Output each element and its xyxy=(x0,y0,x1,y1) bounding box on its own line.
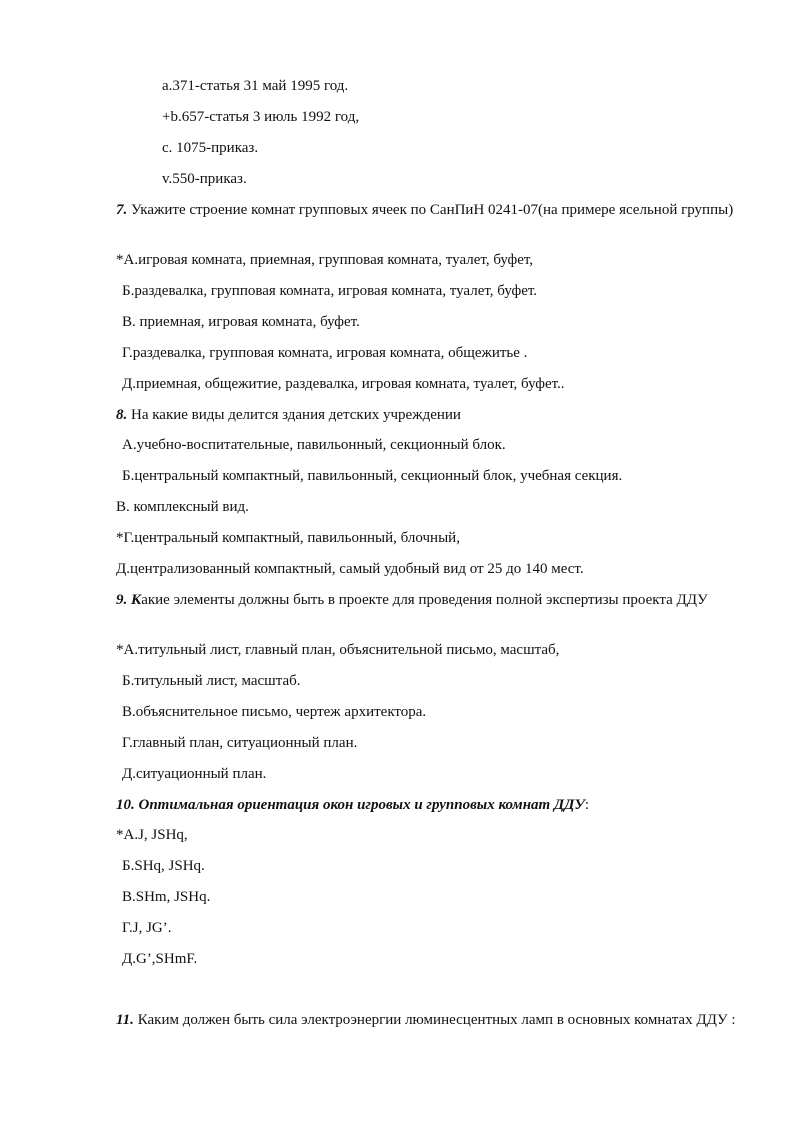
q6-option-c: c. 1075-приказ. xyxy=(162,140,259,156)
q8-option-g: *Г.центральный компактный, павильонный, блочный, xyxy=(116,530,460,546)
question-8 xyxy=(116,405,742,425)
q6-option-b: +b.657-статья 3 июль 1992 год, xyxy=(162,109,360,125)
question-9-number: 9. К xyxy=(116,592,142,608)
q10-option-g: Г.J, JG’. xyxy=(122,920,172,936)
q10-option-b: Б.SHq, JSHq. xyxy=(122,858,205,874)
q9-option-b: Б.титульный лист, масштаб. xyxy=(122,673,301,689)
question-11 xyxy=(116,1010,742,1030)
q6-option-v: v.550-приказ. xyxy=(162,171,247,187)
question-10-number: 10. xyxy=(116,797,135,813)
question-10 xyxy=(116,795,742,815)
q10-option-a: *А.J, JSHq, xyxy=(116,827,188,843)
q7-option-b: Б.раздевалка, групповая комната, игровая комната, туалет, буфет. xyxy=(122,283,538,299)
question-10-colon: : xyxy=(584,797,590,813)
q8-option-v: В. комплексный вид. xyxy=(116,499,249,515)
q10-option-d: Д.G’,SHmF. xyxy=(122,951,198,967)
question-10-text: Оптимальная ориентация окон игровых и групповых комнат ДДУ xyxy=(138,797,585,813)
question-7-text: Укажите строение комнат групповых ячеек по СанПиН 0241-07(на примере ясельной группы) xyxy=(131,202,734,218)
q9-option-g: Г.главный план, ситуационный план. xyxy=(122,735,358,751)
q7-option-g: Г.раздевалка, групповая комната, игровая комната, общежитье . xyxy=(122,345,528,361)
q8-option-b: Б.центральный компактный, павильонный, секционный блок, учебная секция. xyxy=(122,468,623,484)
q7-option-a: *А.игровая комната, приемная, групповая комната, туалет, буфет, xyxy=(116,252,534,268)
question-7-number: 7. xyxy=(116,202,128,218)
q8-option-a: А.учебно-воспитательные, павильонный, секционный блок. xyxy=(122,437,506,453)
q6-option-a: a.371-статья 31 май 1995 год. xyxy=(162,78,349,94)
question-11-text: Каким должен быть сила электроэнергии люминесцентных ламп в основных комнатах ДДУ : xyxy=(137,1012,736,1028)
q9-option-v: В.объяснительное письмо, чертеж архитектора. xyxy=(122,704,427,720)
question-11-number: 11. xyxy=(116,1012,134,1028)
question-7 xyxy=(116,200,742,220)
question-8-text: На какие виды делится здания детских учреждении xyxy=(131,407,461,423)
question-9-text: акие элементы должны быть в проекте для проведения полной экспертизы проекта ДДУ xyxy=(141,592,708,608)
q9-option-a: *А.титульный лист, главный план, объяснительной письмо, масштаб, xyxy=(116,642,560,658)
question-8-number: 8. xyxy=(116,407,128,423)
q7-option-d: Д.приемная, общежитие, раздевалка, игровая комната, туалет, буфет.. xyxy=(122,376,565,392)
q9-option-d: Д.ситуационный план. xyxy=(122,766,267,782)
q10-option-v: В.SHm, JSHq. xyxy=(122,889,211,905)
q8-option-d: Д.централизованный компактный, самый удобный вид от 25 до 140 мест. xyxy=(116,561,584,577)
q7-option-v: В. приемная, игровая комната, буфет. xyxy=(122,314,360,330)
question-9 xyxy=(116,590,742,610)
